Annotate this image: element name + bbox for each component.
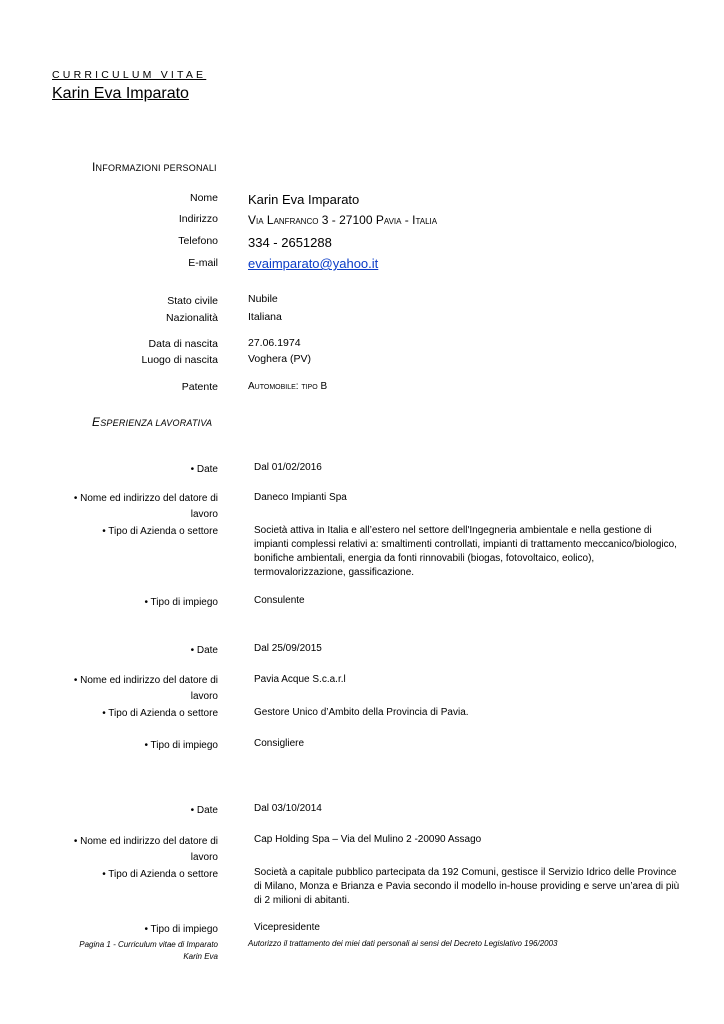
nazionalita-label: Nazionalità <box>166 312 218 324</box>
patente-label: Patente <box>181 381 218 393</box>
footer-privacy-note: Autorizzo il trattamento dei miei dati personali ai sensi del Decreto Legislativo 196/2003 <box>248 939 558 948</box>
exp-job-label: • Tipo di impiego <box>144 740 218 751</box>
patente-value: Automobile: tipo B <box>248 381 328 392</box>
data-nascita-value: 27.06.1974 <box>248 337 301 349</box>
exp-employer-value: Cap Holding Spa – Via del Mulino 2 -20090 Assago <box>254 834 482 845</box>
exp-job-label: • Tipo di impiego <box>144 924 218 935</box>
exp-employer-label: • Nome ed indirizzo del datore di lavoro <box>73 493 218 520</box>
exp-employer-label: • Nome ed indirizzo del datore di lavoro <box>73 675 218 702</box>
stato-civile-label: Stato civile <box>167 295 218 307</box>
nome-label: Nome <box>189 192 218 204</box>
exp-sector-value: Società attiva in Italia e all’estero nel settore dell'Ingegneria ambientale e nella gestione di impianti complessi relativi a: smaltimenti controllati, impianti di trattamento meccanico/biologico, bonifiche ambientali, energia da fonti rinnovabili (biogas, fotovoltaico, eolico), termovalorizzazione, gassificazione. <box>254 525 677 578</box>
nome-value: Karin Eva Imparato <box>248 192 360 207</box>
exp-date-value: Dal 25/09/2015 <box>254 643 322 654</box>
exp-job-label: • Tipo di impiego <box>144 597 218 608</box>
cv-name: Karin Eva Imparato <box>52 85 189 102</box>
exp-sector-label: • Tipo di Azienda o settore <box>102 526 218 537</box>
section-experience-rest: SPERIENZA LAVORATIVA <box>100 418 213 428</box>
luogo-nascita-label: Luogo di nascita <box>141 354 218 366</box>
exp-sector-label: • Tipo di Azienda o settore <box>102 708 218 719</box>
section-personal-title <box>92 160 217 174</box>
indirizzo-value: Via Lanfranco 3 - 27100 Pavia - Italia <box>248 213 438 227</box>
exp-sector-value: Società a capitale pubblico partecipata da 192 Comuni, gestisce il Servizio Idrico delle Province di Milano, Monza e Brianza e Pavia secondo il modello in-house providing e serve un’area di più di 2 milioni di abitanti. <box>254 867 680 906</box>
exp-date-value: Dal 03/10/2014 <box>254 803 322 814</box>
email-link[interactable]: evaimparato@yahoo.it <box>248 256 379 271</box>
section-personal-initial: I <box>92 160 96 174</box>
section-personal-rest: NFORMAZIONI PERSONALI <box>95 163 217 173</box>
exp-date-label: • Date <box>190 464 218 475</box>
exp-job-value: Vicepresidente <box>254 922 320 933</box>
exp-employer-value: Daneco Impianti Spa <box>254 492 347 503</box>
section-experience-title <box>92 415 212 429</box>
telefono-value: 334 - 2651288 <box>248 235 332 250</box>
data-nascita-label: Data di nascita <box>148 338 218 350</box>
exp-job-value: Consulente <box>254 595 305 606</box>
exp-employer-label: • Nome ed indirizzo del datore di lavoro <box>73 836 218 863</box>
cv-label: CURRICULUM VITAE <box>52 69 207 81</box>
exp-job-value: Consigliere <box>254 738 305 749</box>
stato-civile-value: Nubile <box>248 293 278 305</box>
exp-date-label: • Date <box>190 645 218 656</box>
footer-page-info: Pagina 1 - Curriculum vitae di Imparato Karin Eva <box>79 940 218 961</box>
section-experience-initial: E <box>92 415 101 429</box>
email-label: E-mail <box>188 257 218 269</box>
exp-sector-label: • Tipo di Azienda o settore <box>102 869 218 880</box>
luogo-nascita-value: Voghera (PV) <box>248 353 312 365</box>
exp-date-value: Dal 01/02/2016 <box>254 462 322 473</box>
exp-sector-value: Gestore Unico d’Ambito della Provincia di Pavia. <box>254 707 469 718</box>
nazionalita-value: Italiana <box>248 311 282 323</box>
telefono-label: Telefono <box>178 235 218 247</box>
exp-date-label: • Date <box>190 805 218 816</box>
exp-employer-value: Pavia Acque S.c.a.r.l <box>254 674 346 685</box>
indirizzo-label: Indirizzo <box>178 213 218 225</box>
